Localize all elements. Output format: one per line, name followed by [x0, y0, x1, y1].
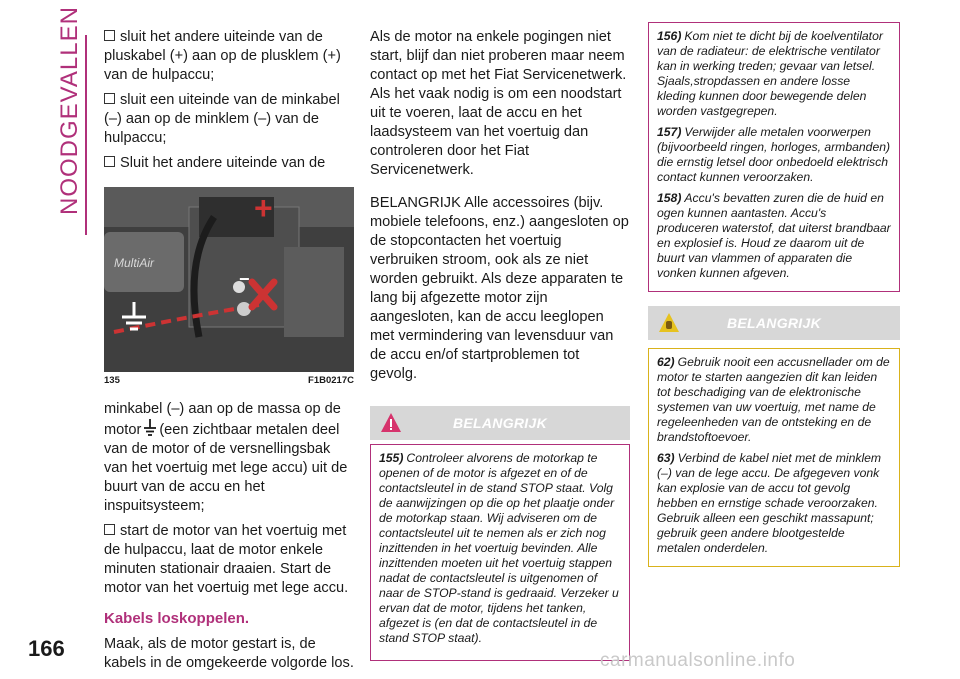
figure-code: F1B0217C	[308, 375, 354, 386]
watermark: carmanualsonline.info	[600, 650, 796, 671]
figure-number: 135	[104, 375, 120, 386]
warning-box	[648, 22, 900, 292]
paragraph: Als de motor na enkele pogingen niet start, blijf dan niet proberen maar neem contact op met het Fiat Servicenetwerk. Als het vaak nodig is om een noodstart uit te voeren, laat de accu en het laadsysteem van het voertuig dan controleren door het Fiat Servicenetwerk.	[370, 29, 627, 178]
negative-terminal-mark: −	[239, 269, 250, 289]
important-item: 63) Verbind de kabel niet met de minklem (–) van de lege accu. De afgegeven vonk kan explosie van de accu tot gevolg hebben en ernstige schade veroorzaken. Gebruik alleen een geschikt massapunt; gebruik geen andere blootgestelde metalen onderdelen.	[657, 451, 882, 555]
ground-icon	[143, 419, 157, 437]
section-title: NOODGEVALLEN	[56, 6, 83, 215]
section-heading: Kabels loskoppelen.	[104, 610, 250, 627]
warning-box	[370, 444, 630, 661]
positive-terminal-mark: +	[254, 190, 273, 226]
important-box	[648, 348, 900, 567]
warning-item: 155) Controleer alvorens de motorkap te openen of de motor is afgezet en of de contactsleutel in de stand STOP staat. Volg de aanwijzingen op die op het plaatje onder de motorkap staan. Wij adviseren om de contactsleutel uit te nemen als er zich nog inzittenden in het voertuig bevinden. Alle inzittenden moeten uit het voertuig stappen nadat de contactsleutel is uitgenomen of naar de STOP-stand is gedraaid. Verzeker u ervan dat de motor, tijdens het tanken, afgezet is (en dat de contactsleutel in de stand STOP staat).	[379, 451, 619, 645]
sidebar-rule	[85, 35, 87, 235]
bullet-item: start de motor van het voertuig met de hulpaccu, laat de motor enkele minuten stationair draaien. Start de motor van het voertuig met lege accu.	[104, 523, 349, 596]
column-1	[104, 28, 354, 679]
paragraph: BELANGRIJK Alle accessoires (bijv. mobiele telefoons, enz.) aangesloten op de stopcontacten het voertuig verbruiken stroom, ook als ze niet worden gebruikt. Als deze apparaten te lang bij afgezette motor zijn aangesloten, kan de accu leeglopen met vermindering van levensduur van de accu en/of startproblemen tot gevolg.	[370, 195, 629, 382]
checkbox-bullet-icon	[104, 156, 115, 167]
checkbox-bullet-icon	[104, 524, 115, 535]
important-header: BELANGRIJK	[648, 306, 900, 340]
section-sidebar	[56, 6, 86, 235]
hand-caution-icon	[658, 312, 680, 334]
page-number: 166	[28, 636, 65, 661]
paragraph: Maak, als de motor gestart is, de kabels in de omgekeerde volgorde los.	[104, 636, 354, 671]
figure-caption	[104, 375, 354, 386]
warning-triangle-icon	[380, 412, 402, 434]
warning-item: 158) Accu's bevatten zuren die de huid en ogen kunnen aantasten. Accu's produceren waterstof, dat uiterst brandbaar en explosief is. Houd ze daarom uit de buurt van vlammen of apparaten die vonken kunnen afgeven.	[657, 191, 891, 280]
engine-bay-illustration	[104, 187, 354, 372]
checkbox-bullet-icon	[104, 93, 115, 104]
warning-item: 157) Verwijder alle metalen voorwerpen (bijvoorbeeld ringen, horloges, armbanden) die ernstig letsel door onbedoeld elektrisch contact kunnen veroorzaken.	[657, 125, 891, 184]
bullet-item: Sluit het andere uiteinde van de	[104, 154, 354, 173]
engine-cover-label: MultiAir	[114, 256, 155, 270]
checkbox-bullet-icon	[104, 30, 115, 41]
column-3	[648, 22, 900, 567]
column-2	[370, 28, 630, 661]
warning-header: BELANGRIJK	[370, 406, 630, 440]
warning-item: 156) Kom niet te dicht bij de koelventilator van de radiateur: de elektrische ventilator kan in werking treden; gevaar van letsel. Sjaals,stropdassen en andere losse kleding kunnen door bewegende delen worden vastgegrepen.	[657, 29, 883, 118]
bullet-item: sluit het andere uiteinde van de pluskabel (+) aan op de plusklem (+) van de hulpaccu;	[104, 29, 341, 83]
bullet-item: sluit een uiteinde van de minkabel (–) aan op de minklem (–) van de hulpaccu;	[104, 92, 340, 146]
important-item: 62) Gebruik nooit een accusnellader om de motor te starten aangezien dit kan leiden tot beschadiging van de elektronische systemen van uw voertuig, met name de regeleenheden van de ontsteking en de brandstoftoevoer.	[657, 355, 890, 444]
battery-figure	[104, 187, 354, 372]
paragraph: minkabel (–) aan op de massa op de motor (een zichtbaar metalen deel van de motor of de versnellingsbak van het voertuig met lege accu) uit de buurt van de accu en het inspuitsysteem;	[104, 401, 348, 514]
